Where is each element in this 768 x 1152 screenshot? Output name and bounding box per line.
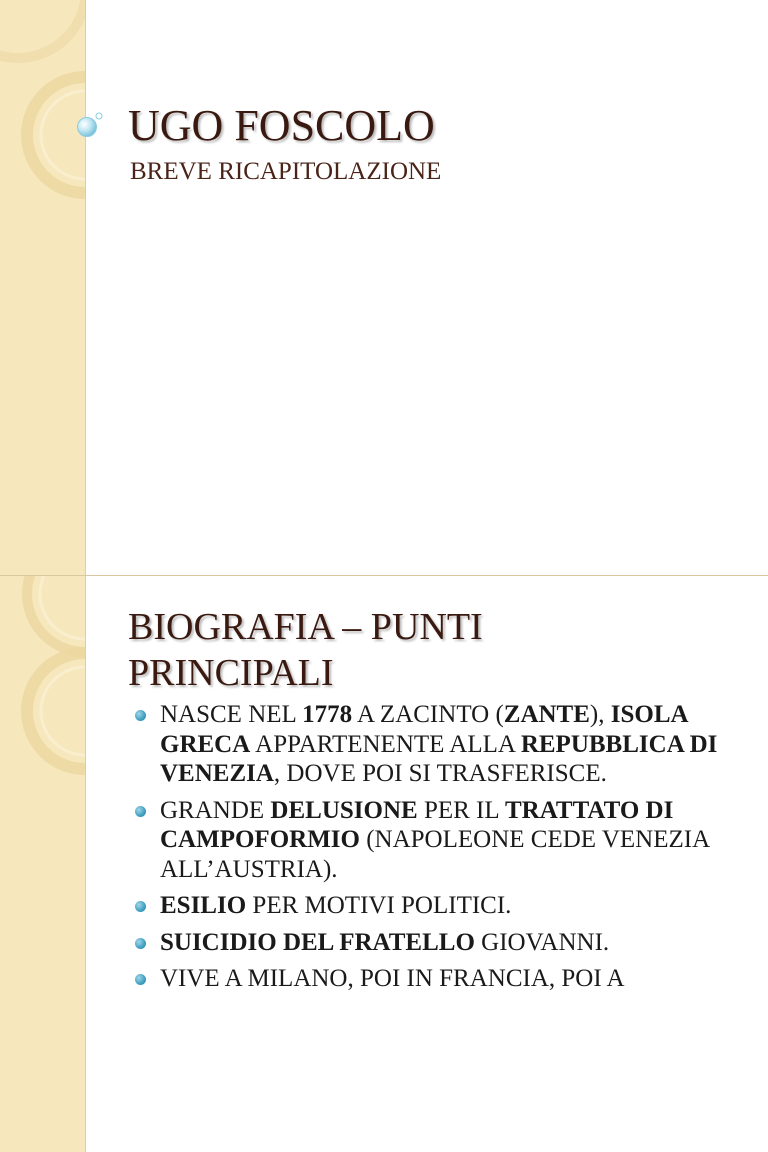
bullet-text: VIVE A MILANO, POI IN FRANCIA, POI A [160,965,625,992]
bullet-dot-icon [135,710,146,721]
bullet-text: PER IL [417,796,505,824]
bullet-text: PER MOTIVI POLITICI. [246,892,512,919]
slide-title [128,604,728,696]
slide-2 [0,576,768,1152]
sidebar-decoration [0,576,85,1152]
slide-title: UGO FOSCOLO [128,101,435,150]
bullet-text: GRANDE [160,796,271,824]
bullet-dot-icon [135,901,146,912]
bullet-text: NASCE NEL [160,701,303,728]
bullet-item [132,928,732,958]
slide-1-sidebar [0,0,86,576]
bullet-dot-icon [135,806,146,817]
bullet-item [132,964,732,994]
bullet-item [132,891,732,921]
bullet-item [132,796,732,885]
bubble-icon [74,108,108,142]
bullet-bold-text: ISOLA GRECA [160,701,688,758]
slide-title-line-1: BIOGRAFIA – PUNTI [128,606,483,648]
bullet-list [132,700,732,1001]
bullet-dot-icon [135,938,146,949]
bullet-bold-text: REPUBBLICA DI VENEZIA [160,730,718,787]
bullet-bold-text: ESILIO [160,892,247,919]
bullet-bold-text: TRATTATO DI CAMPOFORMIO [160,796,674,853]
sidebar-decoration [0,0,85,576]
slide-subtitle: BREVE RICAPITOLAZIONE [130,158,442,185]
bullet-text: GIOVANNI. [474,928,610,956]
slide-title-line-2: PRINCIPALI [128,652,334,694]
bullet-text: APPARTENENTE ALLA [250,730,521,758]
bullet-bold-text: SUICIDIO DEL FRATELLO [160,928,475,956]
bullet-bold-text: 1778 [302,701,353,728]
bullet-dot-icon [135,974,146,985]
bullet-text: ), [589,701,611,728]
bullet-text: , DOVE POI SI TRASFERISCE. [273,760,607,787]
slide-2-sidebar [0,576,86,1152]
bullet-bold-text: ZANTE [503,701,590,728]
bullet-bold-text: DELUSIONE [270,796,418,824]
bullet-text: A ZACINTO ( [352,701,504,728]
bullet-text: (NAPOLEONE CEDE VENEZIA ALL’AUSTRIA). [160,826,709,883]
bullet-item [132,700,732,789]
